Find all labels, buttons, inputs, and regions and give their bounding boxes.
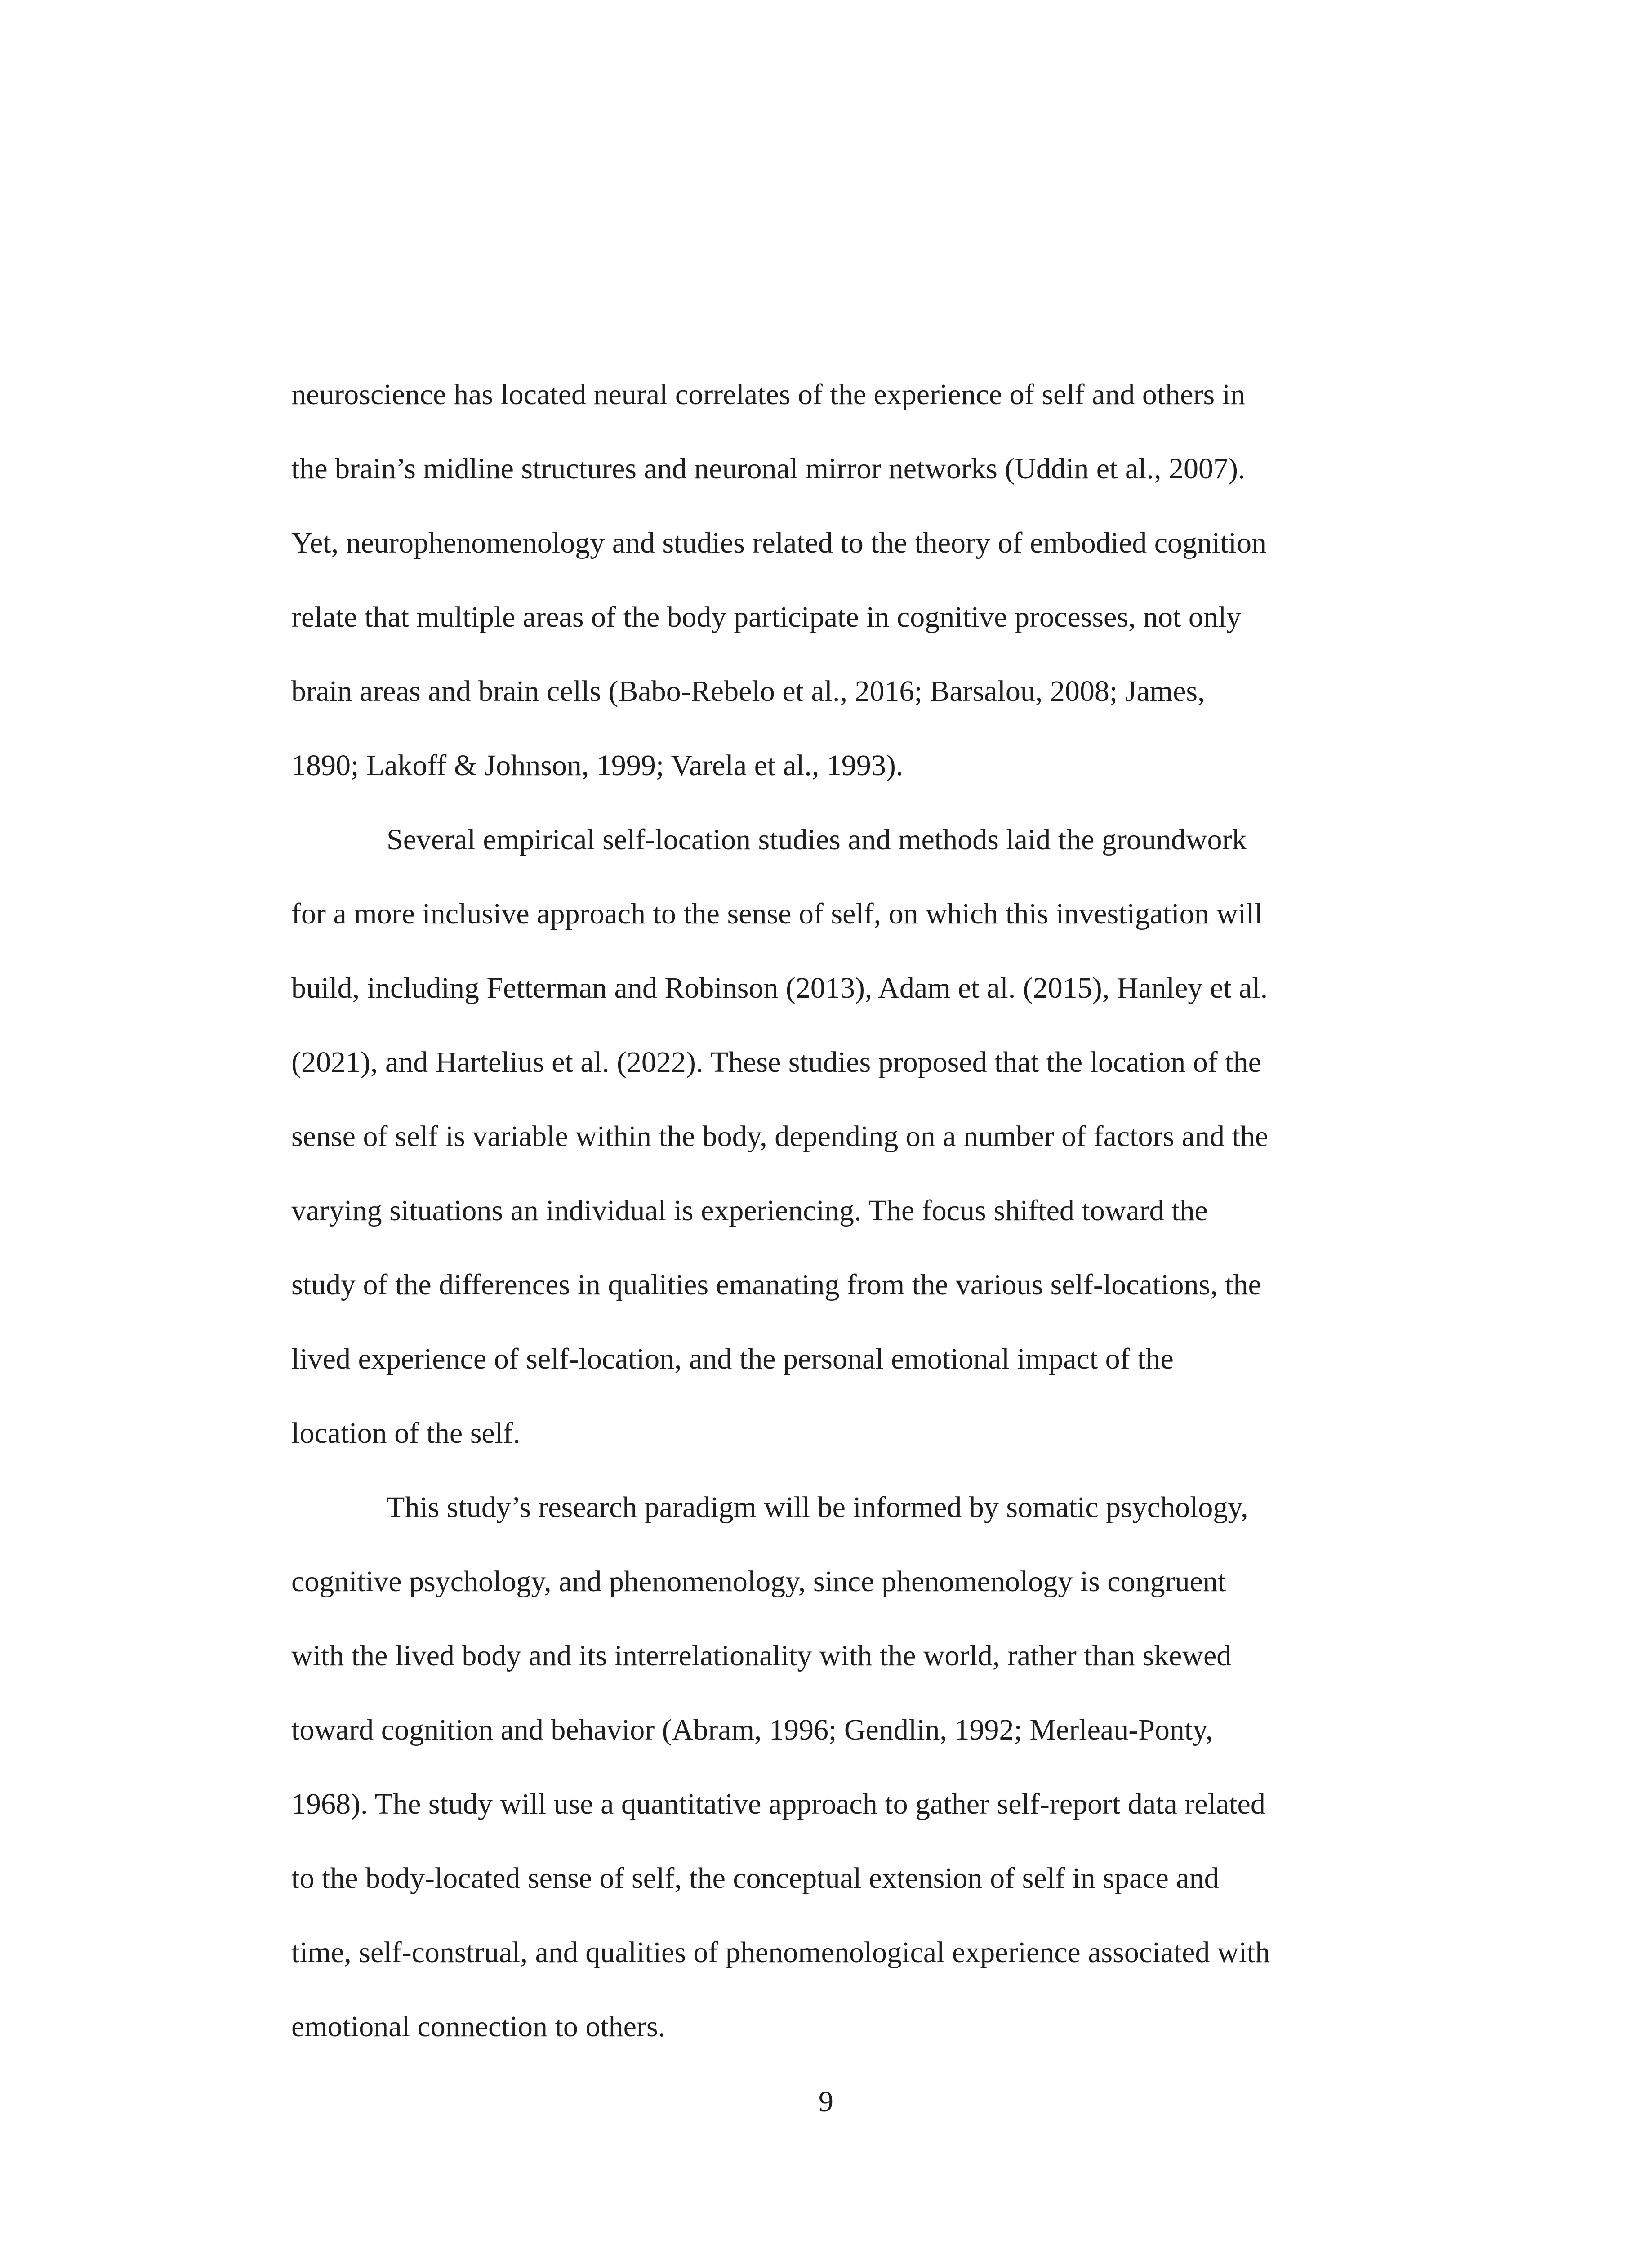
text-line: (2021), and Hartelius et al. (2022). These studies proposed that the location of the	[291, 1046, 1261, 1079]
text-line: relate that multiple areas of the body participate in cognitive processes, not only	[291, 601, 1242, 633]
text-line: brain areas and brain cells (Babo-Rebelo et al., 2016; Barsalou, 2008; James,	[291, 675, 1205, 708]
text-line: This study’s research paradigm will be informed by somatic psychology,	[387, 1491, 1248, 1524]
text-line: with the lived body and its interrelationality with the world, rather than skewed	[291, 1639, 1232, 1672]
text-line: to the body-located sense of self, the conceptual extension of self in space and	[291, 1862, 1219, 1895]
text-line: 1890; Lakoff & Johnson, 1999; Varela et al., 1993).	[291, 749, 904, 782]
text-line: time, self-construal, and qualities of phenomenological experience associated with	[291, 1936, 1270, 1969]
paragraph-1	[291, 357, 1372, 803]
paragraph-2	[291, 803, 1372, 1470]
text-line: 1968). The study will use a quantitative approach to gather self-report data related	[291, 1788, 1265, 1820]
body-text	[291, 357, 1372, 2064]
paragraph-3	[291, 1470, 1372, 2064]
text-line: sense of self is variable within the body, depending on a number of factors and the	[291, 1120, 1269, 1153]
text-line: lived experience of self-location, and the personal emotional impact of the	[291, 1343, 1174, 1375]
text-line: toward cognition and behavior (Abram, 1996; Gendlin, 1992; Merleau-Ponty,	[291, 1713, 1213, 1746]
text-line: Yet, neurophenomenology and studies related to the theory of embodied cognition	[291, 526, 1267, 559]
text-line: location of the self.	[291, 1417, 521, 1450]
text-line: study of the differences in qualities emanating from the various self-locations, the	[291, 1268, 1261, 1301]
text-line: Several empirical self-location studies and methods laid the groundwork	[387, 823, 1247, 856]
text-line: varying situations an individual is experiencing. The focus shifted toward the	[291, 1194, 1208, 1227]
text-line: for a more inclusive approach to the sense of self, on which this investigation will	[291, 897, 1263, 930]
text-line: neuroscience has located neural correlates of the experience of self and others in	[291, 378, 1245, 411]
page-number: 9	[819, 2085, 833, 2118]
text-line: build, including Fetterman and Robinson (2013), Adam et al. (2015), Hanley et al.	[291, 972, 1268, 1004]
text-line: the brain’s midline structures and neuronal mirror networks (Uddin et al., 2007).	[291, 452, 1246, 485]
text-line: emotional connection to others.	[291, 2010, 666, 2043]
text-line: cognitive psychology, and phenomenology, since phenomenology is congruent	[291, 1565, 1226, 1598]
